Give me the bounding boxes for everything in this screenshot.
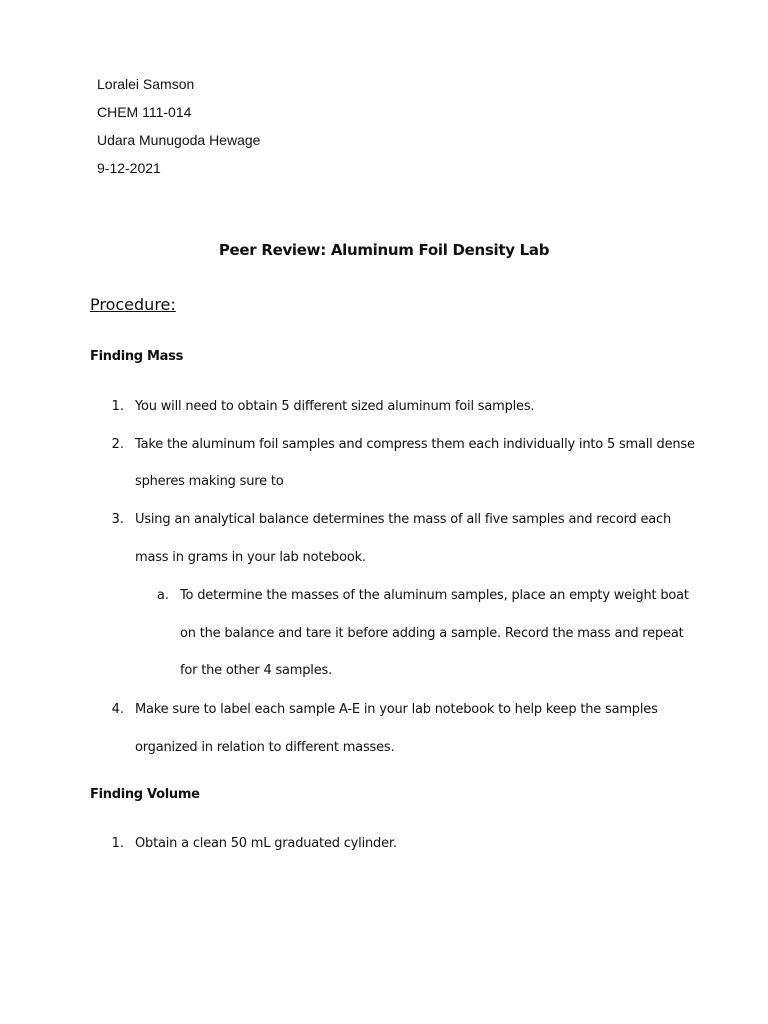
list-item-text: spheres making sure to [135,474,284,489]
list-number: 2. [111,437,124,452]
list-letter: a. [156,588,169,603]
document-title: Peer Review: Aluminum Foil Density Lab [218,241,550,259]
list-item-text: Obtain a clean 50 mL graduated cylinder. [135,836,397,851]
list-item-text: for the other 4 samples. [180,663,333,678]
author-name: Loralei Samson [97,76,195,92]
list-item-text: Make sure to label each sample A-E in your lab notebook to help keep the samples [135,702,658,717]
list-number: 4. [111,702,124,717]
list-item-text: organized in relation to different masses. [135,740,395,755]
procedure-heading: Procedure: [90,295,176,314]
list-item-text: You will need to obtain 5 different sized aluminum foil samples. [135,399,535,414]
list-item-text: To determine the masses of the aluminum samples, place an empty weight boat [180,588,689,603]
list-number: 1. [111,399,124,414]
list-item-text: on the balance and tare it before adding a sample. Record the mass and repeat [180,626,684,641]
course-code: CHEM 111-014 [97,104,192,120]
list-number: 1. [111,836,124,851]
finding-volume-heading: Finding Volume [90,787,200,802]
date: 9-12-2021 [97,160,161,176]
finding-mass-heading: Finding Mass [90,349,184,364]
instructor-name: Udara Munugoda Hewage [97,132,261,148]
list-number: 3. [111,512,124,527]
list-item-text: mass in grams in your lab notebook. [135,550,366,565]
list-item-text: Take the aluminum foil samples and compress them each individually into 5 small dense [135,437,695,452]
list-item-text: Using an analytical balance determines the mass of all five samples and record each [135,512,672,527]
